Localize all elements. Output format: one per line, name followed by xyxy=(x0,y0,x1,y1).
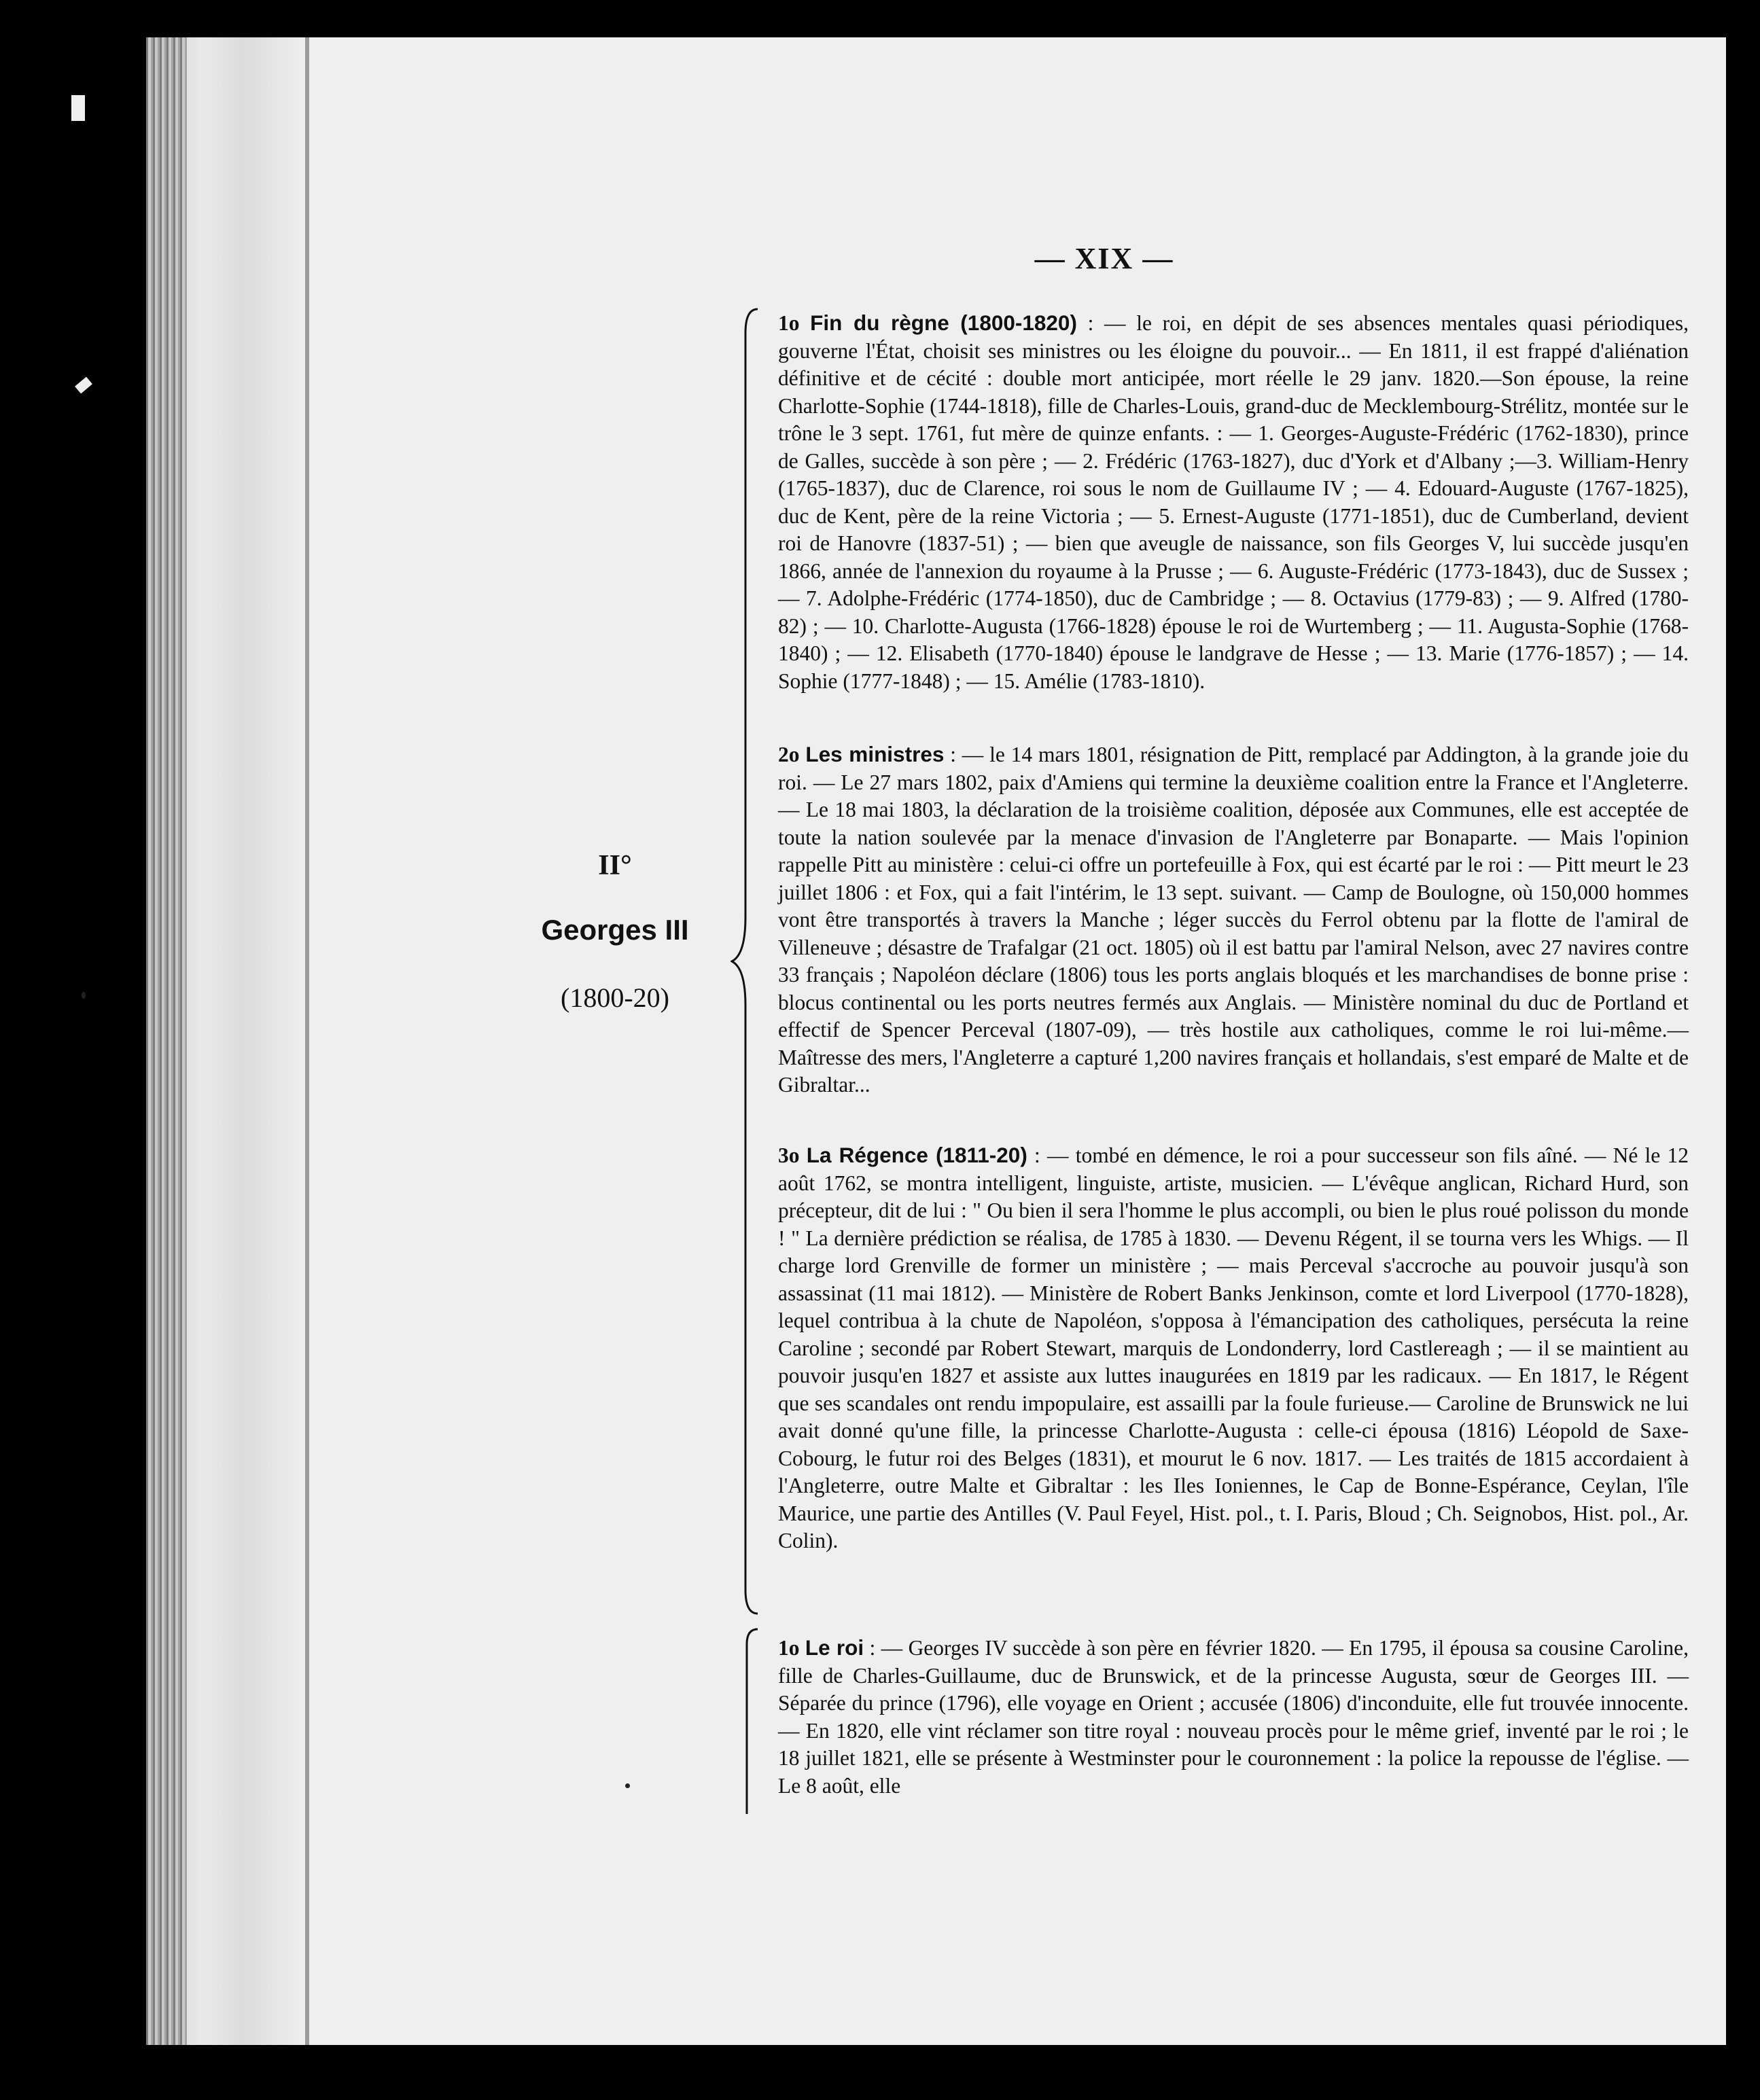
stray-dot xyxy=(82,992,86,999)
stray-dot xyxy=(625,1783,630,1788)
section-index: 2o xyxy=(778,743,800,766)
section-index: 1o xyxy=(778,1636,800,1660)
section-body: : — le roi, en dépit de ses absences mentales quasi périodiques, gouverne l'État, choisit ses ministres ou les éloigne du pouvoir... — En 1811, il est frappé d'aliénation définitive et de cécité : double mort anticipée, mort réelle le 29 janv. 1820.—Son épouse, la reine Charlotte-Sophie (1744-1818), fille de Charles-Louis, grand-duc de Mecklembourg-Strélitz, montée sur le trône le 3 sept. 1761, fut mère de quinze enfants. : — 1. Georges-Auguste-Frédéric (1762-1830), prince de Galles, succède à son père ; — 2. Frédéric (1763-1827), duc d'York et d'Albany ;—3. William-Henry (1765-1837), duc de Clarence, roi sous le nom de Guillaume IV ; — 4. Edouard-Auguste (1767-1825), duc de Kent, père de la reine Victoria ; — 5. Ernest-Auguste (1771-1851), duc de Cumberland, devient roi de Hanovre (1837-51) ; — bien que aveugle de naissance, son fils Georges V, lui succède jusqu'en 1866, année de l'annexion du royaume à la Prusse ; — 6. Auguste-Frédéric (1773-1843), duc de Sussex ; — 7. Adolphe-Frédéric (1774-1850), duc de Cambridge ; — 8. Octavius (1779-83) ; — 9. Alfred (1780-82) ; — 10. Charlotte-Augusta (1766-1828) épouse le roi de Wurtemberg ; — 11. Augusta-Sophie (1768-1840) ; — 12. Elisabeth (1770-1840) épouse le landgrave de Hesse ; — 13. Marie (1776-1857) ; — 14. Sophie (1777-1848) ; — 15. Amélie (1783-1810). xyxy=(778,311,1689,693)
section-body: : — tombé en démence, le roi a pour successeur son fils aîné. — Né le 12 août 1762, se montra intelligent, linguiste, artiste, musicien. — L'évêque anglican, Richard Hurd, son précepteur, dit de lui : " Ou bien il sera l'homme le plus accompli, ou bien le plus roué polisson du monde ! " La dernière prédiction se réalisa, de 1785 à 1830. — Devenu Régent, il se tourna vers les Whigs. — Il charge lord Grenville de former un ministère ; — mais Perceval s'accroche au pouvoir jusqu'à son assassinat (11 mai 1812). — Ministère de Robert Banks Jenkinson, comte et lord Liverpool (1770-1828), lequel contribua à la chute de Napoléon, s'opposa à l'émancipation des catholiques, persécuta la reine Caroline ; secondé par Robert Stewart, marquis de Londonderry, lord Castlereagh ; — il se maintient au pouvoir jusqu'en 1827 et assiste aux luttes inaugurées en 1819 par les radicaux. — En 1817, le Régent que ses scandales ont rendu impopulaire, est assailli par la foule furieuse.— Caroline de Brunswick ne lui avait donné qu'une fille, la princesse Charlotte-Augusta : celle-ci épousa (1816) Léopold de Saxe-Cobourg, le futur roi des Belges (1831), et mourut le 6 nov. 1817. — Les traités de 1815 accordaient à l'Angleterre, outre Malte et Gibraltar : les Iles Ioniennes, le Cap de Bonne-Espérance, Ceylan, l'île Maurice, une partie des Antilles (V. Paul Feyel, Hist. pol., t. I. Paris, Bloud ; Ch. Seignobos, Hist. pol., Ar. Colin). xyxy=(778,1143,1689,1552)
section-number: II° xyxy=(598,850,632,881)
section-heading: Fin du règne (1800-1820) xyxy=(810,310,1077,335)
reign-years: (1800-20) xyxy=(561,982,669,1013)
section-heading: Le roi xyxy=(805,1635,864,1660)
page-number: XIX xyxy=(1074,242,1134,275)
section-le-roi xyxy=(778,1634,1689,1800)
section-index: 1o xyxy=(778,311,800,335)
section-body: : — le 14 mars 1801, résignation de Pitt, remplacé par Addington, à la grande joie du roi. — Le 27 mars 1802, paix d'Amiens qui termine la deuxième coalition entre la France et l'Angleterre. — Le 18 mai 1803, la déclaration de la troisième coalition, déposée aux Communes, elle est acceptée de toute la nation soulevée par la menace d'invasion de l'Angleterre par Bonaparte. — Mais l'opinion rappelle Pitt au ministère : celui-ci offre un portefeuille à Fox, qui est écarté par le roi : — Pitt meurt le 23 juillet 1806 : et Fox, qui a fait l'intérim, le 13 sept. suivant. — Camp de Boulogne, où 150,000 hommes vont être transportés à travers la Manche ; léger succès du Ferrol obtenu par la flotte de l'amiral de Villeneuve ; désastre de Trafalgar (21 oct. 1805) où il est battu par l'amiral Nelson, avec 27 navires contre 33 français ; Napoléon déclare (1806) tous les ports anglais bloqués et les marchandises de bonne prise : blocus continental ou les ports neutres fermés aux Anglais. — Ministère nominal du duc de Portland et effectif de Spencer Perceval (1807-09), — très hostile aux catholiques, comme le roi lui-même.— Maîtresse des mers, l'Angleterre a capturé 1,200 navires français et hollandais, s'est emparé de Malte et de Gibraltar... xyxy=(778,743,1689,1097)
section-les-ministres xyxy=(778,741,1689,1099)
section-heading: La Régence (1811-20) xyxy=(806,1143,1027,1167)
page-number-header: — XIX — xyxy=(1034,242,1174,275)
curly-brace-main xyxy=(731,306,771,1617)
section-body: : — Georges IV succède à son père en février 1820. — En 1795, il épousa sa cousine Caroline, fille de Charles-Guillaume, duc de Brunswick, et de la princesse Augusta, sœur de Georges III. — Séparée du prince (1796), elle voyage en Orient ; accusée (1806) d'inconduite, elle fut trouvée innocente. — En 1820, elle vint réclamer son titre royal : nouveau procès pour le même grief, inventé par le roi ; le 18 juillet 1821, elle se présente à Westminster pour le couronnement : la police la repousse de l'église. — Le 8 août, elle xyxy=(778,1636,1689,1798)
section-la-regence xyxy=(778,1141,1689,1555)
scan-artifact-mark xyxy=(904,2011,951,2026)
scan-artifact-mark xyxy=(71,95,85,121)
section-fin-du-regne xyxy=(778,309,1689,695)
book-spine xyxy=(146,37,187,2045)
scan-artifact-mark xyxy=(75,377,92,394)
section-heading: Les ministres xyxy=(805,742,945,766)
curly-brace-secondary xyxy=(737,1627,764,1814)
section-index: 3o xyxy=(778,1143,800,1167)
king-name: Georges III xyxy=(541,914,689,946)
